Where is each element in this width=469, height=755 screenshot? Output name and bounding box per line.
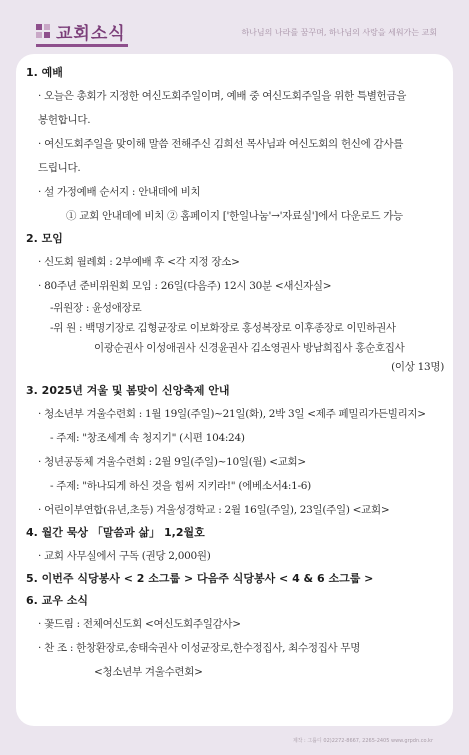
meeting-line: -위 원 : 백명기장로 김형균장로 이보화장로 홍성복장로 이후종장로 이민하권사 [50,322,396,334]
festival-line: - 주제: "창조세계 속 청지기" (시편 104:24) [50,432,245,444]
member-news-line: · 찬 조 : 한창환장로,송태숙권사 이성균장로,한수정집사, 최수정집사 무명 [38,642,361,654]
festival-line: · 청소년부 겨울수련회 : 1월 19일(주일)~21일(화), 2박 3일 <제주 페밀리가든빌리지> [38,408,426,420]
worship-line: · 오늘은 총회가 지정한 여신도회주일이며, 예배 중 여신도회주일을 위한 특별헌금을 [38,90,407,102]
meeting-line: (이상 13명) [391,361,444,373]
church-motto: 하나님의 나라를 꿈꾸며, 하나님의 사랑을 세워가는 교회 [241,28,437,37]
worship-line: 드립니다. [38,162,81,174]
news-card [16,54,453,726]
worship-line: ① 교회 안내데에 비치 ② 홈페이지 ['한일나눔'→'자료실']에서 다운로드 가능 [66,210,403,222]
member-news-line: <청소년부 겨울수련회> [94,666,203,678]
section-heading-meditation: 4. 월간 묵상 「말씀과 삶」 1,2월호 [26,526,205,539]
festival-line: - 주제: "하나되게 하신 것을 힘써 지키라!" (에베소서4:1-6) [50,480,311,492]
section-heading-festival: 3. 2025년 겨울 및 봄맞이 신앙축제 안내 [26,384,230,397]
section-heading-kitchen-service: 5. 이번주 식당봉사 < 2 소그룹 > 다음주 식당봉사 < 4 & 6 소그룹 > [26,572,374,585]
footer-credit: 제작 : 그룹디 02)2272-8667, 2265-2405 www.grpdn.co.kr [292,738,433,744]
festival-line: · 청년공동체 겨울수련회 : 2월 9일(주일)~10일(월) <교회> [38,456,306,468]
section-heading-worship: 1. 예배 [26,66,63,79]
section-heading-member-news: 6. 교우 소식 [26,594,88,607]
festival-line: · 어린이부연합(유년,초등) 겨울성경학교 : 2월 16일(주일), 23일(주일) <교회> [38,504,390,516]
title-underline [36,44,128,47]
meeting-line: · 80주년 준비위원회 모임 : 26일(다음주) 12시 30분 <새신자실> [38,280,332,292]
worship-line: · 설 가정예배 순서지 : 안내데에 비치 [38,186,201,198]
section-heading-meetings: 2. 모임 [26,232,63,245]
page-title: 교회소식 [56,24,126,44]
worship-line: · 여신도회주일을 맞이해 말씀 전해주신 김희선 목사님과 여신도회의 헌신에 감사를 [38,138,404,150]
member-news-line: · 꽃드림 : 전체여신도회 <여신도회주일감사> [38,618,241,630]
meeting-line: -위원장 : 윤성애장로 [50,302,142,314]
worship-line: 봉헌합니다. [38,114,91,126]
meeting-line: · 신도회 월례회 : 2부예배 후 <각 지정 장소> [38,256,240,268]
logo-icon [36,24,50,38]
news-content [26,62,446,684]
meditation-line: · 교회 사무실에서 구독 (권당 2,000원) [38,550,211,562]
header [0,0,469,58]
meeting-line: 이광순권사 이성애권사 신경윤권사 김소영권사 방남희집사 홍순호집사 [94,342,405,354]
